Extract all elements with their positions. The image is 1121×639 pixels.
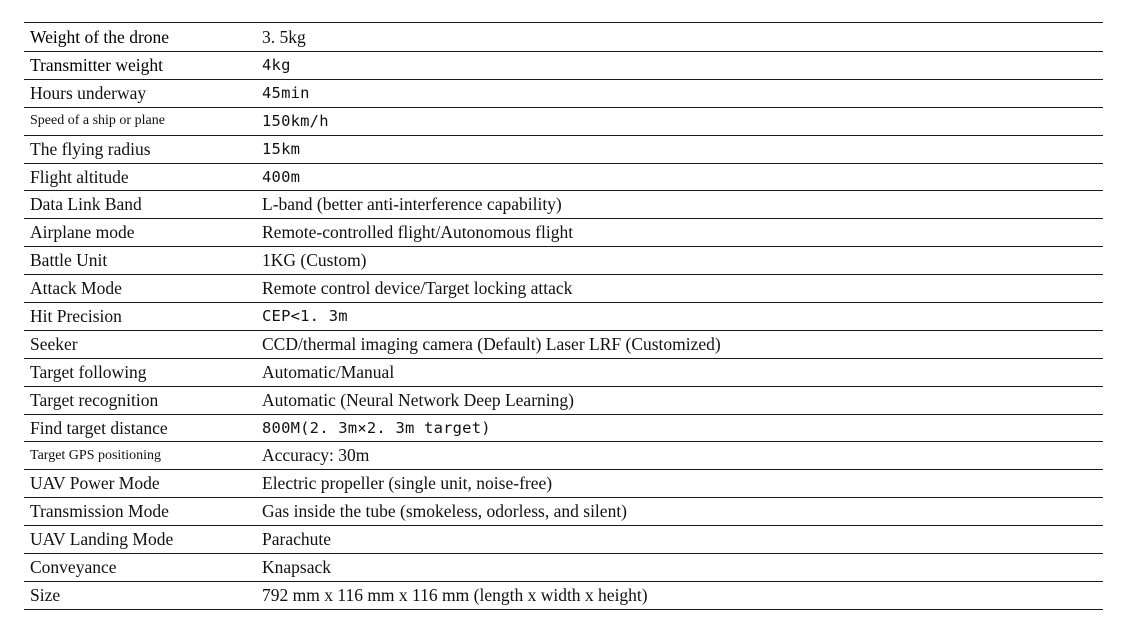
row-value: 1KG (Custom) [262, 250, 367, 271]
row-label: UAV Landing Mode [30, 529, 174, 550]
row-label: Seeker [30, 333, 78, 354]
row-label: Data Link Band [30, 194, 142, 215]
row-label: Airplane mode [30, 222, 135, 243]
row-label: Transmission Mode [30, 501, 169, 522]
row-value: Remote-controlled flight/Autonomous flight [262, 222, 574, 243]
row-value: Remote control device/Target locking attack [262, 278, 573, 299]
row-label: Battle Unit [30, 250, 108, 271]
row-label: Attack Mode [30, 278, 122, 299]
row-value: Knapsack [262, 556, 332, 577]
row-value: Parachute [262, 529, 331, 550]
row-label: Hours underway [30, 82, 147, 103]
table-row [24, 108, 1103, 136]
row-value: Automatic (Neural Network Deep Learning) [262, 389, 574, 410]
row-label: The flying radius [30, 138, 151, 159]
row-value: 800M(2. 3m×2. 3m target) [262, 419, 491, 438]
table-row [24, 303, 1103, 331]
table-row [24, 136, 1103, 164]
row-value: Gas inside the tube (smokeless, odorless, and silent) [262, 501, 628, 522]
row-label: Conveyance [30, 556, 117, 577]
row-label: Size [30, 584, 61, 605]
row-label: Target following [30, 361, 147, 382]
row-value: Accuracy: 30m [262, 445, 370, 466]
row-value: L-band (better anti-interference capability) [262, 194, 562, 215]
row-value: 3. 5kg [262, 26, 306, 47]
row-label: Find target distance [30, 417, 168, 438]
row-label: UAV Power Mode [30, 473, 160, 494]
row-value: 150km/h [262, 112, 329, 131]
table-row [24, 554, 1103, 582]
row-label: Transmitter weight [30, 54, 164, 75]
row-value: CEP<1. 3m [262, 307, 348, 326]
row-value: 4kg [262, 56, 291, 75]
table-row [24, 247, 1103, 275]
row-label: Hit Precision [30, 305, 122, 326]
table-row [24, 582, 1103, 610]
row-label: Speed of a ship or plane [30, 113, 165, 129]
spec-table [24, 22, 1103, 610]
row-value: 400m [262, 168, 301, 186]
row-label: Weight of the drone [30, 26, 170, 47]
row-label: Target recognition [30, 389, 159, 410]
table-row [24, 219, 1103, 247]
row-value: Electric propeller (single unit, noise-free) [262, 473, 553, 494]
table-row [24, 80, 1103, 108]
table-row [24, 415, 1103, 443]
table-row [24, 442, 1103, 470]
row-label: Flight altitude [30, 166, 129, 187]
table-row [24, 359, 1103, 387]
row-value: Automatic/Manual [262, 361, 395, 382]
table-row [24, 52, 1103, 80]
row-value: 792 mm x 116 mm x 116 mm (length x width x height) [262, 584, 648, 605]
row-label: Target GPS positioning [30, 447, 161, 463]
table-row [24, 164, 1103, 192]
row-value: CCD/thermal imaging camera (Default) Laser LRF (Customized) [262, 333, 721, 354]
table-row [24, 275, 1103, 303]
table-row [24, 526, 1103, 554]
table-row [24, 191, 1103, 219]
table-row [24, 331, 1103, 359]
table-row [24, 387, 1103, 415]
table-row [24, 498, 1103, 526]
table-row [24, 22, 1103, 52]
table-row [24, 470, 1103, 498]
row-value: 45min [262, 84, 310, 103]
row-value: 15km [262, 140, 301, 159]
